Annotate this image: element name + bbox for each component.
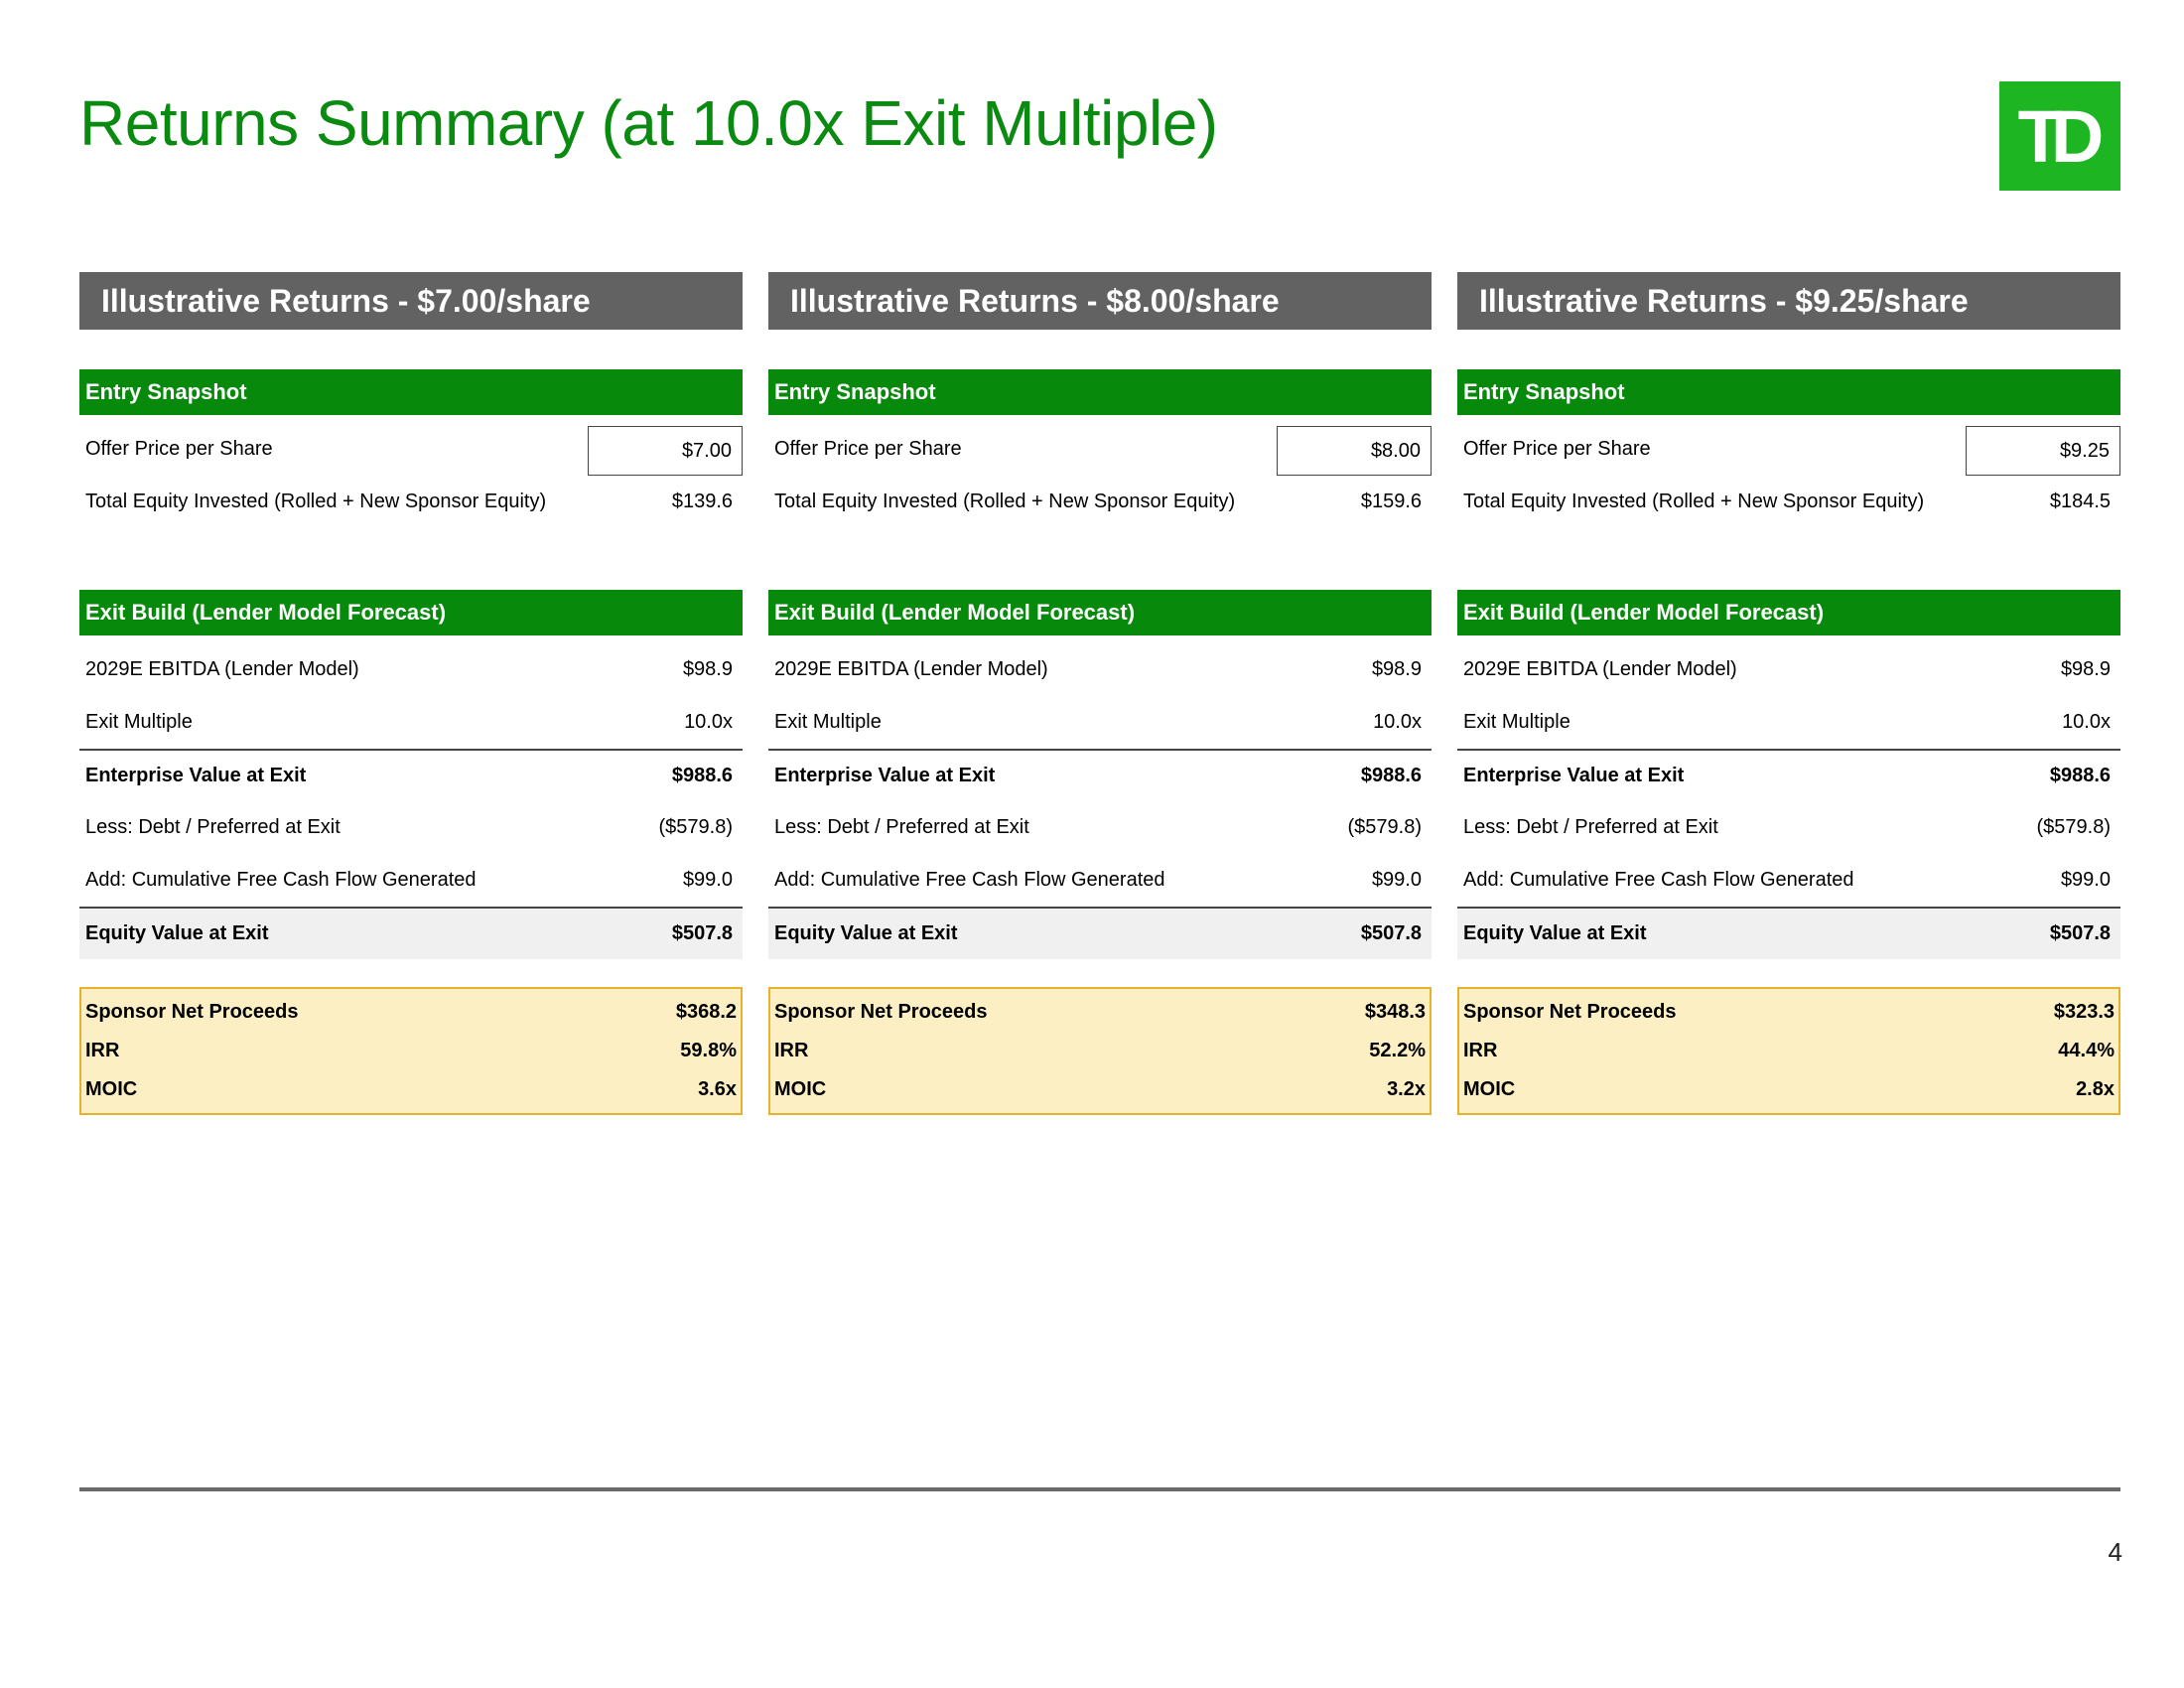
irr-value: 44.4% — [2058, 1040, 2115, 1061]
irr-label: IRR — [1463, 1040, 1498, 1061]
td-logo — [1999, 81, 2120, 191]
returns-results-box — [768, 987, 1432, 1115]
enterprise-value-value: $988.6 — [671, 765, 733, 786]
offer-price-row — [1457, 423, 2120, 476]
panel-header: Illustrative Returns - $9.25/share — [1457, 272, 2120, 330]
proceeds-row — [81, 993, 741, 1032]
moic-row — [770, 1070, 1430, 1109]
moic-row — [81, 1070, 741, 1109]
offer-price-input[interactable] — [1277, 426, 1432, 476]
enterprise-value-row — [1457, 749, 2120, 801]
irr-row — [770, 1032, 1430, 1070]
offer-price-label: Offer Price per Share — [85, 438, 273, 460]
proceeds-value: $368.2 — [675, 1001, 737, 1023]
footer-divider — [79, 1487, 2120, 1491]
equity-exit-value: $507.8 — [1360, 922, 1422, 944]
fcf-row — [1457, 854, 2120, 907]
irr-row — [81, 1032, 741, 1070]
enterprise-value-label: Enterprise Value at Exit — [774, 765, 996, 786]
enterprise-value-label: Enterprise Value at Exit — [85, 765, 307, 786]
equity-exit-value: $507.8 — [2049, 922, 2111, 944]
enterprise-value-value: $988.6 — [2049, 765, 2111, 786]
enterprise-value-label: Enterprise Value at Exit — [1463, 765, 1685, 786]
debt-row — [1457, 801, 2120, 854]
equity-invested-label: Total Equity Invested (Rolled + New Sponsor Equity) — [774, 491, 1236, 512]
panel-header: Illustrative Returns - $8.00/share — [768, 272, 1432, 330]
returns-results-box — [1457, 987, 2120, 1115]
offer-price-label: Offer Price per Share — [774, 438, 962, 460]
ebitda-row — [79, 643, 743, 696]
debt-label: Less: Debt / Preferred at Exit — [1463, 816, 1718, 838]
proceeds-row — [1459, 993, 2118, 1032]
ebitda-value: $98.9 — [2060, 658, 2111, 680]
ebitda-value: $98.9 — [1371, 658, 1422, 680]
equity-invested-row — [1457, 476, 2120, 528]
moic-label: MOIC — [774, 1078, 827, 1100]
fcf-label: Add: Cumulative Free Cash Flow Generated — [774, 869, 1165, 891]
fcf-label: Add: Cumulative Free Cash Flow Generated — [85, 869, 477, 891]
exit-multiple-value: 10.0x — [2062, 711, 2111, 733]
proceeds-label: Sponsor Net Proceeds — [85, 1001, 299, 1023]
offer-price-row — [768, 423, 1432, 476]
entry-snapshot-header: Entry Snapshot — [768, 369, 1432, 415]
equity-invested-row — [768, 476, 1432, 528]
moic-value: 3.2x — [1387, 1078, 1426, 1100]
offer-price-value: $8.00 — [1370, 439, 1421, 462]
exit-multiple-label: Exit Multiple — [85, 711, 193, 733]
enterprise-value-row — [768, 749, 1432, 801]
ebitda-label: 2029E EBITDA (Lender Model) — [85, 658, 359, 680]
offer-price-value: $7.00 — [681, 439, 732, 462]
moic-value: 3.6x — [698, 1078, 737, 1100]
debt-value: ($579.8) — [1347, 816, 1422, 838]
equity-exit-row — [79, 907, 743, 959]
returns-panel-7-00 — [79, 272, 743, 1115]
equity-exit-row — [768, 907, 1432, 959]
exit-multiple-value: 10.0x — [1373, 711, 1422, 733]
debt-value: ($579.8) — [2036, 816, 2111, 838]
exit-multiple-row — [1457, 696, 2120, 749]
debt-label: Less: Debt / Preferred at Exit — [774, 816, 1029, 838]
exit-multiple-label: Exit Multiple — [774, 711, 882, 733]
debt-label: Less: Debt / Preferred at Exit — [85, 816, 341, 838]
ebitda-row — [1457, 643, 2120, 696]
offer-price-input[interactable] — [1966, 426, 2120, 476]
exit-multiple-value: 10.0x — [684, 711, 733, 733]
equity-invested-value: $139.6 — [671, 491, 733, 512]
exit-build-header: Exit Build (Lender Model Forecast) — [79, 590, 743, 635]
irr-value: 52.2% — [1369, 1040, 1426, 1061]
equity-invested-row — [79, 476, 743, 528]
fcf-value: $99.0 — [682, 869, 733, 891]
ebitda-label: 2029E EBITDA (Lender Model) — [1463, 658, 1737, 680]
debt-row — [768, 801, 1432, 854]
enterprise-value-value: $988.6 — [1360, 765, 1422, 786]
irr-label: IRR — [774, 1040, 809, 1061]
equity-invested-label: Total Equity Invested (Rolled + New Sponsor Equity) — [85, 491, 547, 512]
debt-value: ($579.8) — [658, 816, 733, 838]
proceeds-value: $348.3 — [1364, 1001, 1426, 1023]
offer-price-label: Offer Price per Share — [1463, 438, 1651, 460]
equity-invested-value: $184.5 — [2049, 491, 2111, 512]
equity-exit-row — [1457, 907, 2120, 959]
fcf-label: Add: Cumulative Free Cash Flow Generated — [1463, 869, 1854, 891]
returns-panel-8-00 — [768, 272, 1432, 1115]
equity-exit-label: Equity Value at Exit — [774, 922, 958, 944]
entry-snapshot-header: Entry Snapshot — [1457, 369, 2120, 415]
slide-title: Returns Summary (at 10.0x Exit Multiple) — [79, 87, 1218, 159]
debt-row — [79, 801, 743, 854]
proceeds-row — [770, 993, 1430, 1032]
ebitda-label: 2029E EBITDA (Lender Model) — [774, 658, 1048, 680]
entry-snapshot-header: Entry Snapshot — [79, 369, 743, 415]
moic-row — [1459, 1070, 2118, 1109]
exit-build-header: Exit Build (Lender Model Forecast) — [1457, 590, 2120, 635]
moic-value: 2.8x — [2076, 1078, 2115, 1100]
irr-row — [1459, 1032, 2118, 1070]
fcf-row — [768, 854, 1432, 907]
offer-price-input[interactable] — [588, 426, 743, 476]
ebitda-value: $98.9 — [682, 658, 733, 680]
exit-multiple-row — [79, 696, 743, 749]
exit-build-header: Exit Build (Lender Model Forecast) — [768, 590, 1432, 635]
moic-label: MOIC — [1463, 1078, 1516, 1100]
proceeds-label: Sponsor Net Proceeds — [774, 1001, 988, 1023]
proceeds-value: $323.3 — [2053, 1001, 2115, 1023]
irr-label: IRR — [85, 1040, 120, 1061]
exit-multiple-label: Exit Multiple — [1463, 711, 1570, 733]
returns-panel-9-25 — [1457, 272, 2120, 1115]
proceeds-label: Sponsor Net Proceeds — [1463, 1001, 1677, 1023]
returns-results-box — [79, 987, 743, 1115]
equity-exit-value: $507.8 — [671, 922, 733, 944]
offer-price-row — [79, 423, 743, 476]
equity-exit-label: Equity Value at Exit — [1463, 922, 1647, 944]
fcf-value: $99.0 — [1371, 869, 1422, 891]
irr-value: 59.8% — [680, 1040, 737, 1061]
fcf-value: $99.0 — [2060, 869, 2111, 891]
moic-label: MOIC — [85, 1078, 138, 1100]
offer-price-value: $9.25 — [2059, 439, 2110, 462]
equity-invested-label: Total Equity Invested (Rolled + New Sponsor Equity) — [1463, 491, 1925, 512]
exit-multiple-row — [768, 696, 1432, 749]
ebitda-row — [768, 643, 1432, 696]
enterprise-value-row — [79, 749, 743, 801]
page-number: 4 — [2108, 1537, 2122, 1567]
fcf-row — [79, 854, 743, 907]
panel-header: Illustrative Returns - $7.00/share — [79, 272, 743, 330]
equity-exit-label: Equity Value at Exit — [85, 922, 269, 944]
td-logo-text: TD — [2017, 94, 2093, 178]
equity-invested-value: $159.6 — [1360, 491, 1422, 512]
